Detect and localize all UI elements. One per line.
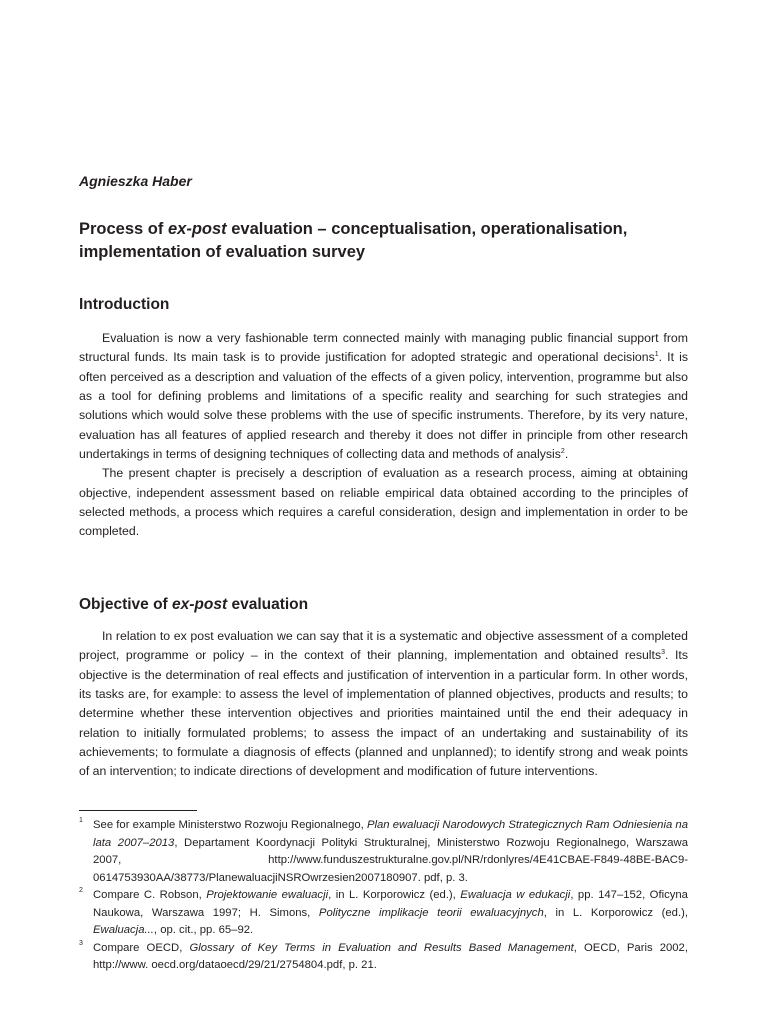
text-run: , pp. 147–152, Oficyna Naukowa, Warszawa 1997; H. Simons, bbox=[93, 889, 688, 919]
text-run: , in L. Korporowicz (ed.), bbox=[543, 906, 688, 919]
text-run: , op. cit., pp. 65–92. bbox=[153, 924, 254, 936]
introduction-body bbox=[79, 329, 688, 542]
italic-run: Ewaluacja... bbox=[93, 924, 154, 936]
text-run: , OECD, Paris 2002, http://www. oecd.org/dataoecd/29/21/2754804.pdf, p. 21. bbox=[93, 941, 688, 971]
title-prefix: Process of bbox=[79, 220, 168, 238]
introduction-paragraph-2: The present chapter is precisely a description of evaluation as a research process, aiming at obtaining objective, independent assessment based on reliable empirical data obtained according to the principles of selected methods, a process which requires a careful consideration, design and implementation in order to be completed. bbox=[79, 466, 688, 539]
objective-body bbox=[79, 627, 688, 782]
heading-prefix: Objective of bbox=[79, 596, 173, 613]
text-run: In relation to ex post evaluation we can say that it is a systematic and objective assessment of a completed project, programme or policy – in the context of their planning, implementation and obtained results bbox=[79, 629, 688, 663]
section-heading-introduction: Introduction bbox=[79, 296, 170, 313]
italic-run: Plan ewaluacji Narodowych Strategicznych Ram Odniesienia na lata 2007–2013 bbox=[93, 819, 688, 849]
chapter-title bbox=[79, 218, 699, 264]
footnote-ref: 1 bbox=[654, 351, 659, 359]
footnote-number: 1 bbox=[79, 817, 83, 824]
text-run: , in L. Korporowicz (ed.), bbox=[328, 889, 461, 901]
title-italic: ex-post bbox=[167, 220, 227, 238]
footnote-number: 3 bbox=[79, 939, 83, 947]
author-name: Agnieszka Haber bbox=[79, 173, 192, 189]
italic-run: Glossary of Key Terms in Evaluation and Results Based Management bbox=[189, 941, 574, 954]
footnote-ref: 2 bbox=[560, 447, 565, 455]
footnote-ref: 3 bbox=[661, 649, 666, 657]
text-run: Evaluation is now a very fashionable term connected mainly with managing public financial support from structural funds. Its main task is to provide justification for adopted strategic and operational decisions bbox=[79, 331, 688, 365]
text-run: Compare C. Robson, bbox=[93, 889, 207, 901]
italic-run: Polityczne implikacje teorii ewaluacyjnych bbox=[318, 906, 544, 919]
footnotes bbox=[79, 817, 688, 975]
footnote-2 bbox=[79, 887, 688, 940]
heading-suffix: evaluation bbox=[227, 596, 309, 613]
heading-italic: ex-post bbox=[172, 596, 228, 613]
footnote-number: 2 bbox=[79, 887, 83, 894]
introduction-paragraph-1 bbox=[79, 329, 688, 464]
text-run: Compare OECD, bbox=[93, 941, 190, 954]
text-run: . It is often perceived as a description and valuation of the effects of a given policy, intervention, programme but also as a tool for defining problems and limitations of a specific reality and searching for such strategies and solutions which would solve these problems with the use of specific instruments. Therefore, by its very nature, evaluation has all features of applied research and thereby it does not differ in principle from other research undertakings in terms of designing techniques of collecting data and methods of analysis bbox=[79, 350, 688, 462]
footnote-3 bbox=[79, 940, 688, 975]
italic-run: Projektowanie ewaluacji bbox=[206, 889, 329, 901]
italic-run: Ewaluacja w edukacji bbox=[460, 889, 571, 901]
text-run: See for example Ministerstwo Rozwoju Regionalnego, bbox=[93, 819, 367, 831]
footnote-separator bbox=[79, 810, 197, 811]
section-heading-objective bbox=[79, 596, 308, 614]
text-run: , Departament Koordynacji Polityki Strukturalnej, Ministerstwo Rozwoju Regionalnego, Warszawa 2007, http://www.funduszestrukturalne.gov.pl/NR/rdonlyres/4E41CBAE-F849-48BE-BAC9-0614753930AA/38773/PlanewaluacjiNSROwrzesien2007180907. pdf, p. 3. bbox=[93, 836, 689, 884]
title-suffix: evaluation – conceptualisation, operationalisation, implementation of evaluation survey bbox=[79, 220, 628, 261]
objective-paragraph-1 bbox=[79, 627, 688, 782]
text-run: . bbox=[564, 447, 569, 462]
footnote-1 bbox=[79, 817, 688, 887]
text-run: . Its objective is the determination of real effects and justification of intervention in a particular form. In other words, its tasks are, for example: to assess the level of implementation of planned objectives, products and results; to determine whether these intervention objectives and priorities maintained until the end their adequacy in relation to initially formulated problems; to assess the impact of an undertaking and sustainability of its achievements; to formulate a diagnosis of effects (planned and unplanned); to identify strong and weak points of an intervention; to indicate directions of development and modification of future interventions. bbox=[79, 648, 688, 779]
